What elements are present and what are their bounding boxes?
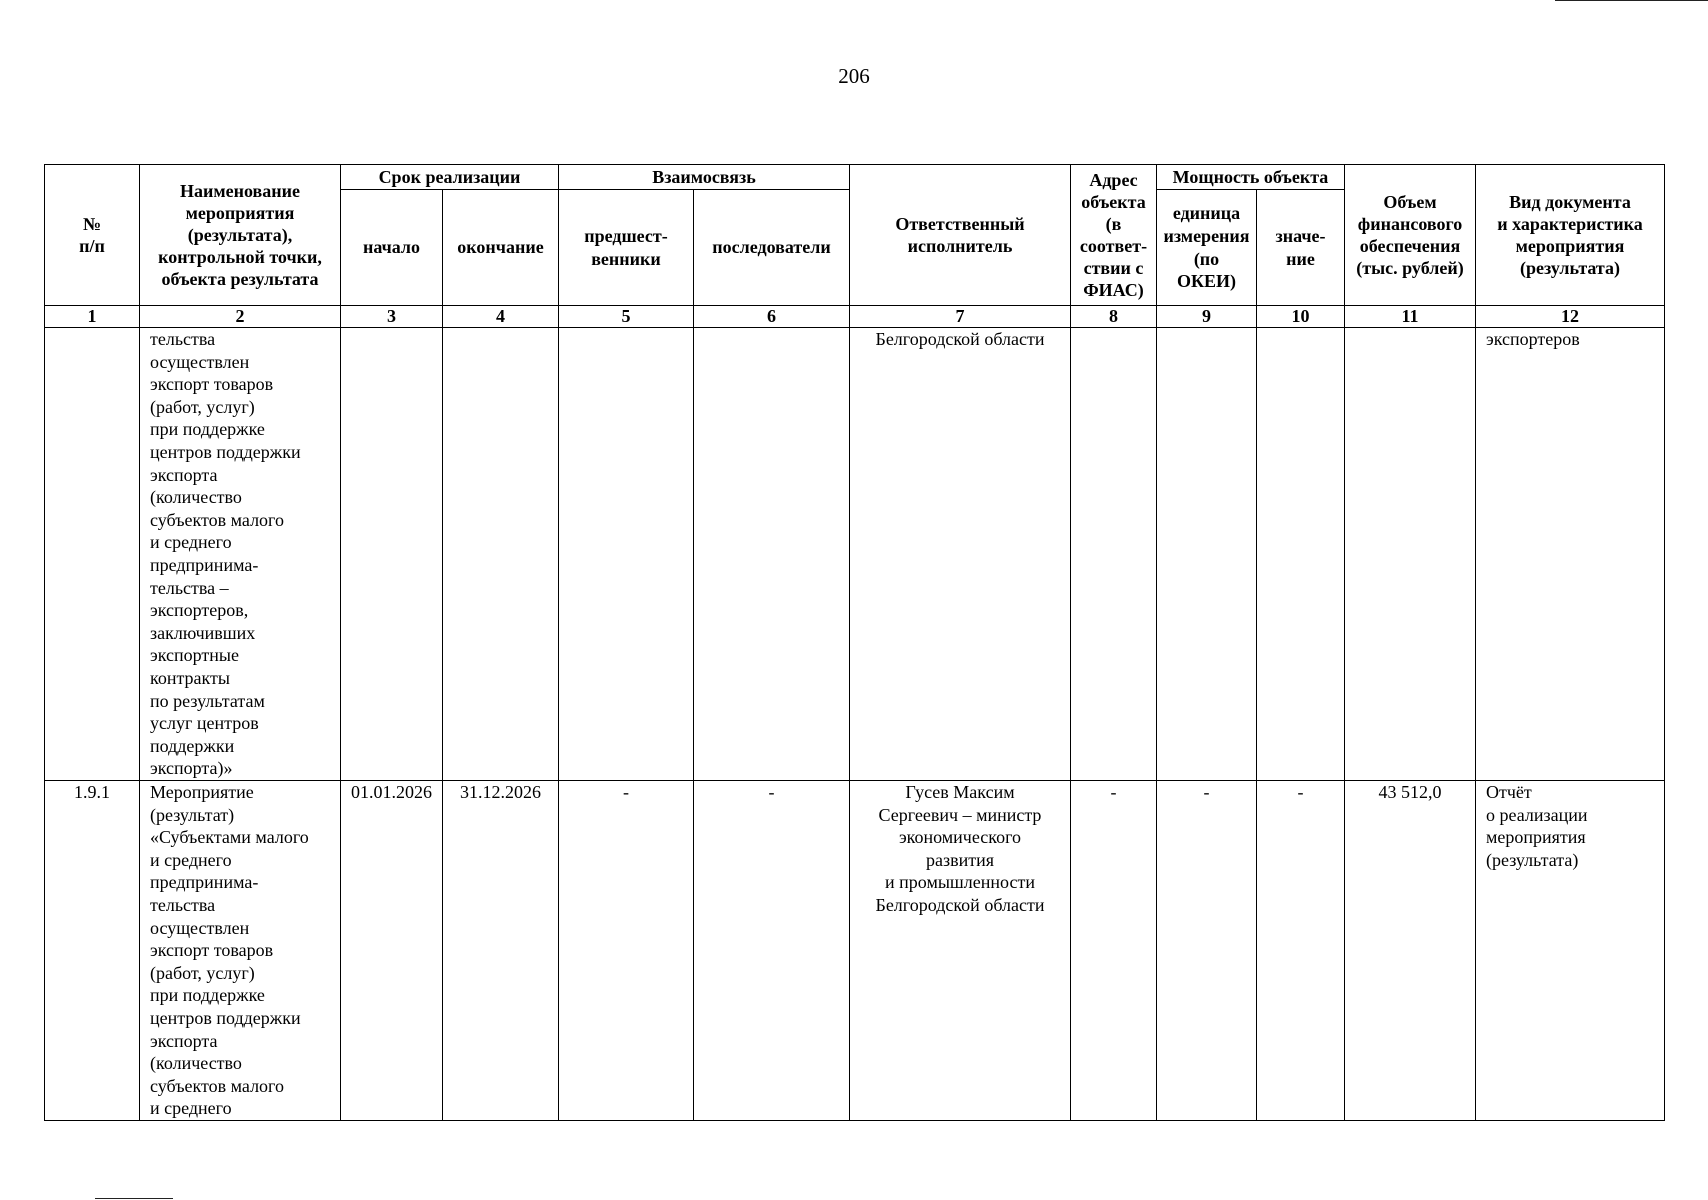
cell-doc-type: экспортеров <box>1476 328 1665 781</box>
column-number: 4 <box>443 306 559 328</box>
header-address: Адрес объекта (в соответ- ствии с ФИАС) <box>1071 165 1157 306</box>
column-number-row <box>45 306 1665 328</box>
scan-artifact-line <box>1555 0 1708 1</box>
cell-address: - <box>1071 781 1157 1121</box>
column-number: 7 <box>850 306 1071 328</box>
cell-start <box>341 328 443 781</box>
header-capacity-group: Мощность объекта <box>1157 165 1345 190</box>
header-row-top <box>45 165 1665 190</box>
header-unit: единица измерения (по ОКЕИ) <box>1157 190 1257 306</box>
cell-no: 1.9.1 <box>45 781 140 1121</box>
plan-table <box>44 164 1665 1121</box>
column-number: 2 <box>140 306 341 328</box>
cell-succ <box>694 328 850 781</box>
header-term-start: начало <box>341 190 443 306</box>
cell-succ: - <box>694 781 850 1121</box>
column-number: 1 <box>45 306 140 328</box>
cell-finance: 43 512,0 <box>1345 781 1476 1121</box>
header-term-group: Срок реализации <box>341 165 559 190</box>
cell-pred: - <box>559 781 694 1121</box>
cell-address <box>1071 328 1157 781</box>
scan-artifact-line <box>95 1198 173 1199</box>
table-row <box>45 781 1665 1121</box>
cell-unit: - <box>1157 781 1257 1121</box>
header-value: значе- ние <box>1257 190 1345 306</box>
cell-value: - <box>1257 781 1345 1121</box>
cell-doc-type: Отчёт о реализации мероприятия (результата) <box>1476 781 1665 1121</box>
cell-name: тельства осуществлен экспорт товаров (работ, услуг) при поддержке центров поддержки экспорта (количество субъектов малого и среднего предпринима- тельства – экспортеров, заключивших экспортные контракты по результатам услуг центров поддержки экспорта)» <box>140 328 341 781</box>
column-number: 8 <box>1071 306 1157 328</box>
column-number: 9 <box>1157 306 1257 328</box>
cell-value <box>1257 328 1345 781</box>
table-row <box>45 328 1665 781</box>
cell-finance <box>1345 328 1476 781</box>
header-name: Наименование мероприятия (результата), контрольной точки, объекта результата <box>140 165 341 306</box>
header-finance: Объем финансового обеспечения (тыс. рублей) <box>1345 165 1476 306</box>
header-term-end: окончание <box>443 190 559 306</box>
column-number: 3 <box>341 306 443 328</box>
cell-name: Мероприятие (результат) «Субъектами малого и среднего предпринима- тельства осуществлен экспорт товаров (работ, услуг) при поддержке центров поддержки экспорта (количество субъектов малого и среднего <box>140 781 341 1121</box>
header-link-pred: предшест- венники <box>559 190 694 306</box>
header-no: № п/п <box>45 165 140 306</box>
cell-responsible: Белгородской области <box>850 328 1071 781</box>
header-doc-type: Вид документа и характеристика мероприятия (результата) <box>1476 165 1665 306</box>
cell-pred <box>559 328 694 781</box>
column-number: 6 <box>694 306 850 328</box>
column-number: 12 <box>1476 306 1665 328</box>
column-number: 11 <box>1345 306 1476 328</box>
cell-responsible: Гусев Максим Сергеевич – министр экономического развития и промышленности Белгородской области <box>850 781 1071 1121</box>
cell-no <box>45 328 140 781</box>
header-link-group: Взаимосвязь <box>559 165 850 190</box>
cell-end: 31.12.2026 <box>443 781 559 1121</box>
page-number: 206 <box>838 64 870 88</box>
column-number: 5 <box>559 306 694 328</box>
header-link-succ: последователи <box>694 190 850 306</box>
cell-start: 01.01.2026 <box>341 781 443 1121</box>
column-number: 10 <box>1257 306 1345 328</box>
header-responsible: Ответственный исполнитель <box>850 165 1071 306</box>
cell-unit <box>1157 328 1257 781</box>
cell-end <box>443 328 559 781</box>
